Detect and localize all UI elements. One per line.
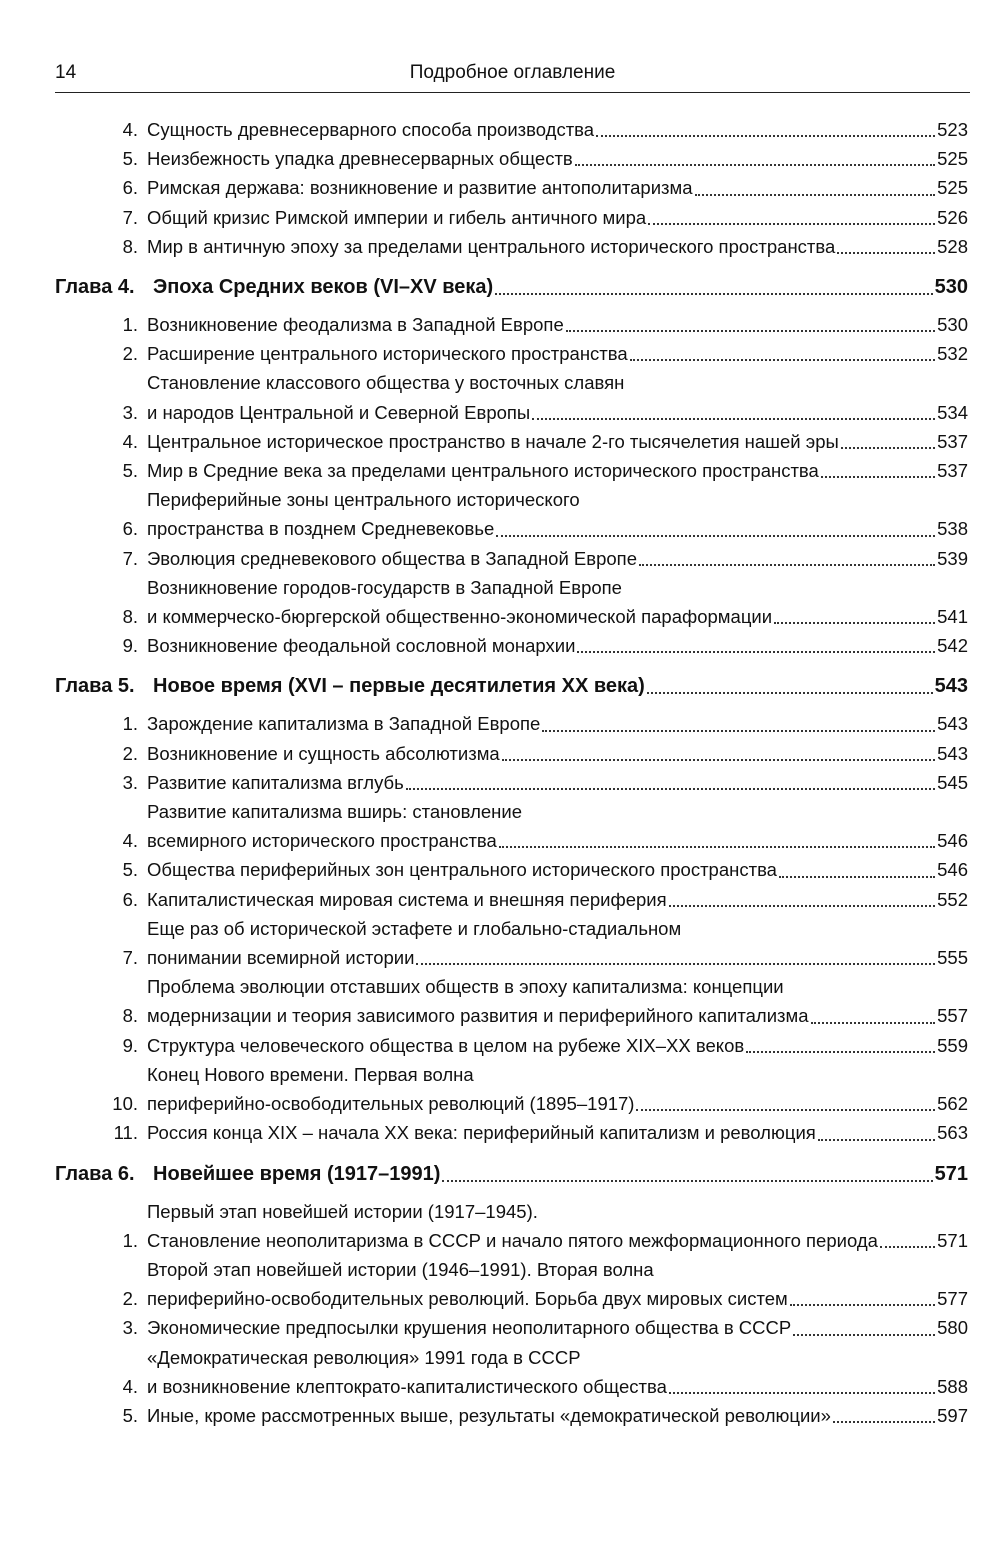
- entry-title-line: Расширение центрального исторического пространства: [147, 343, 628, 365]
- entry-page-number: 543: [937, 713, 968, 735]
- entry-number: 2.: [122, 742, 138, 764]
- toc-entry: [55, 768, 968, 797]
- entry-title-line: периферийно-освободительных революций (1895–1917): [147, 1093, 635, 1115]
- entry-title-line: Конец Нового времени. Первая волна: [147, 1063, 474, 1085]
- entry-page-number: 546: [937, 830, 968, 852]
- chapter-page-number: 530: [934, 276, 968, 299]
- dot-leader: [532, 418, 935, 420]
- running-title: Подробное оглавление: [409, 62, 616, 83]
- chapter-page-number: 543: [934, 675, 968, 698]
- dot-leader: [669, 905, 935, 907]
- entry-title-line: Капиталистическая мировая система и внешняя периферия: [147, 888, 667, 910]
- entry-page-number: 543: [937, 742, 968, 764]
- entry-title-line: и коммерческо-бюргерской общественно-экономической параформации: [147, 606, 773, 628]
- page-number: 14: [55, 62, 77, 83]
- entry-body: [147, 232, 968, 261]
- dot-leader: [577, 651, 935, 653]
- entry-number: 4.: [122, 119, 138, 140]
- entry-page-number: 577: [937, 1288, 968, 1310]
- entry-page-number: 542: [937, 635, 968, 657]
- entry-number: 7.: [122, 206, 138, 228]
- dot-leader: [841, 447, 935, 449]
- entry-title-line: Развитие капитализма вширь: становление: [147, 801, 522, 823]
- toc-entry: [55, 739, 968, 768]
- toc-entry: [55, 573, 968, 631]
- entry-page-number: 525: [937, 177, 968, 199]
- dot-leader: [596, 135, 935, 137]
- entry-title-line: Первый этап новейшей истории (1917–1945).: [147, 1200, 538, 1222]
- entry-number: 1.: [122, 314, 138, 336]
- entry-page-number: 597: [937, 1404, 968, 1426]
- entry-page-number: 541: [937, 606, 968, 628]
- entry-title-line: Зарождение капитализма в Западной Европе: [147, 713, 541, 735]
- dot-leader: [566, 330, 935, 332]
- entry-title-line: Мир в античную эпоху за пределами центрального исторического пространства: [147, 235, 836, 257]
- entry-page-number: 532: [937, 343, 968, 365]
- entry-title-line: Римская держава: возникновение и развитие антополитаризма: [147, 177, 693, 199]
- toc-entry: [55, 797, 968, 855]
- entry-body: [147, 456, 968, 485]
- toc-entry: [55, 1401, 968, 1430]
- dot-leader: [630, 359, 935, 361]
- entry-title-line: «Демократическая революция» 1991 года в СССР: [147, 1346, 581, 1368]
- entry-page-number: 538: [937, 518, 968, 540]
- dot-leader: [746, 1051, 935, 1053]
- entry-number: 7.: [122, 547, 138, 569]
- entry-page-number: 530: [937, 314, 968, 336]
- entry-page-number: 552: [937, 888, 968, 910]
- dot-leader: [416, 963, 935, 965]
- chapter-title: Новейшее время (1917–1991): [153, 1162, 441, 1185]
- entry-body: [147, 573, 968, 631]
- entry-number: 6.: [122, 177, 138, 199]
- dot-leader: [793, 1334, 935, 1336]
- dot-leader: [647, 692, 933, 694]
- chapter-title: Новое время (XVI – первые десятилетия XX века): [153, 675, 645, 698]
- entry-title-line: Проблема эволюции отставших обществ в эпоху капитализма: концепции: [147, 976, 784, 998]
- entry-title-line: Развитие капитализма вглубь: [147, 771, 404, 793]
- entry-body: [147, 855, 968, 884]
- entry-number: 5.: [122, 859, 138, 881]
- dot-leader: [790, 1304, 935, 1306]
- entry-body: [147, 368, 968, 426]
- entry-body: [147, 914, 968, 972]
- toc-entry: [55, 115, 968, 144]
- entry-body: [147, 144, 968, 173]
- toc-entry: [55, 544, 968, 573]
- toc-entry: [55, 173, 968, 202]
- entry-title-line: всемирного исторического пространства: [147, 830, 497, 852]
- dot-leader: [502, 759, 935, 761]
- entry-page-number: 534: [937, 401, 968, 423]
- dot-leader: [774, 622, 935, 624]
- dot-leader: [779, 876, 935, 878]
- dot-leader: [821, 476, 935, 478]
- entry-page-number: 539: [937, 547, 968, 569]
- entry-number: 9.: [122, 1034, 138, 1056]
- entry-title-line: Еще раз об исторической эстафете и глобально-стадиальном: [147, 917, 682, 939]
- entry-number: 1.: [122, 1229, 138, 1251]
- entry-title-line: и народов Центральной и Северной Европы: [147, 401, 531, 423]
- entry-page-number: 571: [937, 1229, 968, 1251]
- entry-body: [147, 1313, 968, 1342]
- chapter-label: Глава 4.: [55, 276, 135, 299]
- toc-entry: [55, 310, 968, 339]
- entry-title-line: модернизации и теория зависимого развития и периферийного капитализма: [147, 1005, 809, 1027]
- entry-number: 5.: [122, 1404, 138, 1426]
- dot-leader: [639, 564, 935, 566]
- entry-number: 4.: [122, 1375, 138, 1397]
- entry-body: [147, 485, 968, 543]
- dot-leader: [542, 730, 935, 732]
- dot-leader: [442, 1180, 932, 1182]
- dot-leader: [695, 194, 936, 196]
- entry-title-line: пространства в позднем Средневековье: [147, 518, 495, 540]
- entry-page-number: 526: [937, 206, 968, 228]
- dot-leader: [496, 535, 935, 537]
- dot-leader: [499, 846, 935, 848]
- entry-title-line: Экономические предпосылки крушения неополитарного общества в СССР: [147, 1317, 792, 1339]
- chapter-page-number: 571: [934, 1162, 968, 1185]
- entry-number: 4.: [122, 430, 138, 452]
- entry-body: [147, 1031, 968, 1060]
- entry-body: [147, 115, 968, 144]
- chapter-heading: [55, 272, 968, 302]
- dot-leader: [648, 223, 935, 225]
- entry-body: [147, 1401, 968, 1430]
- toc-entry: [55, 232, 968, 261]
- page-header: [55, 62, 970, 93]
- entry-title-line: и возникновение клептократо-капиталистического общества: [147, 1375, 667, 1397]
- entry-body: [147, 1343, 968, 1401]
- entry-page-number: 562: [937, 1093, 968, 1115]
- dot-leader: [837, 252, 935, 254]
- entry-page-number: 559: [937, 1034, 968, 1056]
- entry-title-line: Возникновение городов-государств в Западной Европе: [147, 576, 622, 598]
- chapter-heading: [55, 671, 968, 701]
- entry-page-number: 525: [937, 148, 968, 170]
- entry-title-line: Россия конца XIX – начала XX века: периферийный капитализм и революция: [147, 1122, 816, 1144]
- dot-leader: [880, 1246, 935, 1248]
- entry-title-line: Возникновение феодализма в Западной Европе: [147, 314, 564, 336]
- entry-page-number: 588: [937, 1375, 968, 1397]
- dot-leader: [669, 1392, 935, 1394]
- entry-number: 8.: [122, 1005, 138, 1027]
- toc-entry: [55, 427, 968, 456]
- dot-leader: [406, 788, 935, 790]
- entry-body: [147, 631, 968, 660]
- entry-body: [147, 427, 968, 456]
- entry-page-number: 563: [937, 1122, 968, 1144]
- entry-title-line: Неизбежность упадка древнесерварных обществ: [147, 148, 573, 170]
- toc-entry: [55, 972, 968, 1030]
- entry-title-line: Возникновение феодальной сословной монархии: [147, 635, 576, 657]
- entry-body: [147, 709, 968, 738]
- entry-body: [147, 339, 968, 368]
- entry-page-number: 528: [937, 235, 968, 257]
- entry-body: [147, 1118, 968, 1147]
- entry-title-line: Второй этап новейшей истории (1946–1991). Вторая волна: [147, 1258, 654, 1280]
- entry-number: 7.: [122, 947, 138, 969]
- entry-body: [147, 768, 968, 797]
- entry-page-number: 557: [937, 1005, 968, 1027]
- entry-page-number: 537: [937, 430, 968, 452]
- entry-number: 8.: [122, 235, 138, 257]
- entry-title-line: периферийно-освободительных революций. Борьба двух мировых систем: [147, 1288, 788, 1310]
- entry-number: 2.: [122, 1288, 138, 1310]
- toc-entry: [55, 885, 968, 914]
- dot-leader: [811, 1022, 936, 1024]
- entry-body: [147, 797, 968, 855]
- entry-title-line: Периферийные зоны центрального исторического: [147, 489, 580, 511]
- toc-entry: [55, 709, 968, 738]
- entry-number: 5.: [122, 460, 138, 482]
- entry-page-number: 546: [937, 859, 968, 881]
- entry-number: 8.: [122, 606, 138, 628]
- entry-number: 5.: [122, 148, 138, 170]
- toc-entry: [55, 1313, 968, 1342]
- toc-entry: [55, 855, 968, 884]
- toc-entry: [55, 485, 968, 543]
- toc-entry: [55, 368, 968, 426]
- entry-number: 3.: [122, 1317, 138, 1339]
- chapter-label: Глава 5.: [55, 675, 135, 698]
- toc-entry: [55, 1343, 968, 1401]
- toc-entry: [55, 339, 968, 368]
- toc-entry: [55, 1197, 968, 1255]
- entry-number: 3.: [122, 771, 138, 793]
- entry-title-line: Становление неополитаризма в СССР и начало пятого межформационного периода: [147, 1229, 878, 1251]
- dot-leader: [495, 293, 932, 295]
- entry-body: [147, 203, 968, 232]
- entry-number: 3.: [122, 401, 138, 423]
- entry-page-number: 545: [937, 771, 968, 793]
- entry-number: 6.: [122, 518, 138, 540]
- dot-leader: [575, 164, 935, 166]
- toc-entry: [55, 1255, 968, 1313]
- entry-number: 2.: [122, 343, 138, 365]
- toc-entry: [55, 203, 968, 232]
- entry-body: [147, 310, 968, 339]
- entry-body: [147, 885, 968, 914]
- entry-page-number: 537: [937, 460, 968, 482]
- entry-number: 10.: [112, 1093, 138, 1115]
- dot-leader: [636, 1109, 935, 1111]
- toc-entry: [55, 1118, 968, 1147]
- entry-body: [147, 1197, 968, 1255]
- entry-title-line: Центральное историческое пространство в начале 2-го тысячелетия нашей эры: [147, 430, 839, 452]
- entry-title-line: Мир в Средние века за пределами центрального исторического пространства: [147, 460, 819, 482]
- entry-number: 11.: [113, 1122, 138, 1144]
- entry-body: [147, 1255, 968, 1313]
- entry-body: [147, 173, 968, 202]
- entry-page-number: 555: [937, 947, 968, 969]
- entry-title-line: понимании всемирной истории: [147, 947, 415, 969]
- entry-number: 1.: [122, 713, 138, 735]
- entry-number: 4.: [122, 830, 138, 852]
- entry-page-number: 580: [937, 1317, 968, 1339]
- entry-page-number: 523: [937, 119, 968, 140]
- toc-entry: [55, 914, 968, 972]
- entry-title-line: Структура человеческого общества в целом на рубеже XIX–XX веков: [147, 1034, 745, 1056]
- entry-title-line: Общий кризис Римской империи и гибель античного мира: [147, 206, 647, 228]
- chapter-label: Глава 6.: [55, 1162, 135, 1185]
- entry-title-line: Общества периферийных зон центрального исторического пространства: [147, 859, 777, 881]
- chapter-heading: [55, 1159, 968, 1189]
- entry-body: [147, 544, 968, 573]
- entry-title-line: Возникновение и сущность абсолютизма: [147, 742, 500, 764]
- table-of-contents: [55, 115, 968, 1430]
- entry-body: [147, 739, 968, 768]
- dot-leader: [833, 1421, 935, 1423]
- entry-number: 6.: [122, 888, 138, 910]
- dot-leader: [818, 1139, 935, 1141]
- chapter-title: Эпоха Средних веков (VI–XV века): [153, 276, 494, 299]
- entry-title-line: Эволюция средневекового общества в Западной Европе: [147, 547, 637, 569]
- entry-title-line: Иные, кроме рассмотренных выше, результаты «демократической революции»: [147, 1404, 831, 1426]
- entry-body: [147, 972, 968, 1030]
- entry-title-line: Становление классового общества у восточных славян: [147, 372, 625, 394]
- entry-number: 9.: [122, 635, 138, 657]
- entry-title-line: Сущность древнесерварного способа производства: [147, 119, 595, 140]
- toc-entry: [55, 1031, 968, 1060]
- entry-body: [147, 1060, 968, 1118]
- toc-entry: [55, 631, 968, 660]
- toc-entry: [55, 1060, 968, 1118]
- toc-entry: [55, 144, 968, 173]
- toc-entry: [55, 456, 968, 485]
